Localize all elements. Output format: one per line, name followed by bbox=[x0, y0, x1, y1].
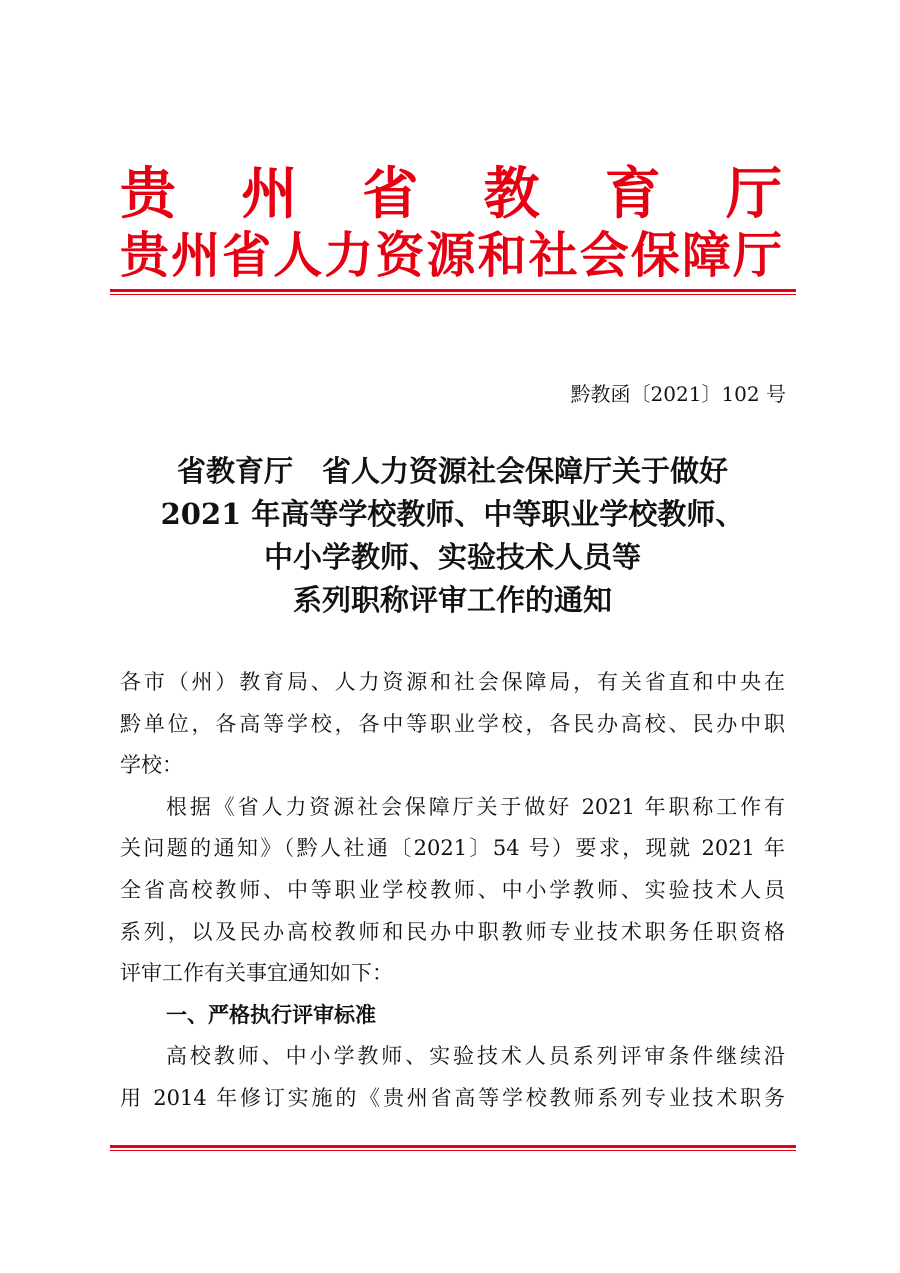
paragraph-line: 全省高校教师、中等职业学校教师、中小学教师、实验技术人员 bbox=[120, 877, 785, 902]
letterhead-character: 育 bbox=[604, 161, 661, 227]
paragraph-line: 根据《省人力资源社会保障厅关于做好 2021 年职称工作有 bbox=[166, 794, 785, 819]
letterhead-character: 会 bbox=[579, 226, 629, 284]
letterhead-character: 源 bbox=[426, 226, 476, 284]
letterhead-character: 力 bbox=[324, 226, 374, 284]
letterhead-character: 厅 bbox=[725, 161, 782, 227]
red-header-rule bbox=[110, 289, 796, 295]
title-line: 中小学教师、实验技术人员等 bbox=[263, 540, 641, 574]
salutation-line: 黔单位，各高等学校，各中等职业学校，各民办高校、民办中职 bbox=[120, 711, 785, 736]
letterhead-character: 障 bbox=[681, 226, 731, 284]
red-footer-rule bbox=[110, 1145, 796, 1151]
document-body bbox=[120, 662, 785, 1120]
salutation-line: 各市（州）教育局、人力资源和社会保障局，有关省直和中央在 bbox=[120, 670, 785, 694]
title-line: 系列职称评审工作的通知 bbox=[292, 583, 612, 617]
document-number: 黔教函〔2021〕102 号 bbox=[570, 382, 786, 406]
paragraph-line: 高校教师、中小学教师、实验技术人员系列评审条件继续沿 bbox=[166, 1044, 785, 1069]
issuer-name-hr-department bbox=[120, 225, 782, 285]
issuer-name-education-department bbox=[120, 160, 782, 228]
letterhead-character: 社 bbox=[528, 226, 578, 284]
letterhead-character: 贵 bbox=[120, 161, 176, 227]
paragraph-line: 关问题的通知》（黔人社通〔2021〕54 号）要求，现就 2021 年 bbox=[120, 836, 785, 861]
salutation-line: 学校： bbox=[120, 753, 183, 778]
paragraph-line: 评审工作有关事宜通知如下： bbox=[120, 961, 393, 986]
letterhead-character: 州 bbox=[171, 226, 221, 284]
letterhead-character: 教 bbox=[483, 161, 540, 227]
letterhead-character: 州 bbox=[241, 161, 298, 227]
letterhead-character: 省 bbox=[362, 161, 419, 227]
letterhead-character: 省 bbox=[222, 226, 272, 284]
paragraph-line: 系列，以及民办高校教师和民办中职教师专业技术职务任职资格 bbox=[120, 919, 785, 944]
title-line: 省教育厅 省人力资源社会保障厅关于做好 bbox=[176, 454, 728, 488]
document-title bbox=[120, 450, 785, 622]
letterhead-character: 保 bbox=[630, 226, 680, 284]
letterhead-character: 资 bbox=[375, 226, 425, 284]
letterhead-character: 厅 bbox=[732, 226, 782, 284]
section-heading: 一、严格执行评审标准 bbox=[166, 1002, 376, 1027]
title-line: 2021 年高等学校教师、中等职业学校教师、 bbox=[160, 497, 745, 531]
paragraph-line: 用 2014 年修订实施的《贵州省高等学校教师系列专业技术职务 bbox=[120, 1085, 785, 1110]
letterhead-character: 人 bbox=[273, 226, 323, 284]
letterhead-character: 贵 bbox=[120, 226, 170, 284]
letterhead-character: 和 bbox=[477, 226, 527, 284]
